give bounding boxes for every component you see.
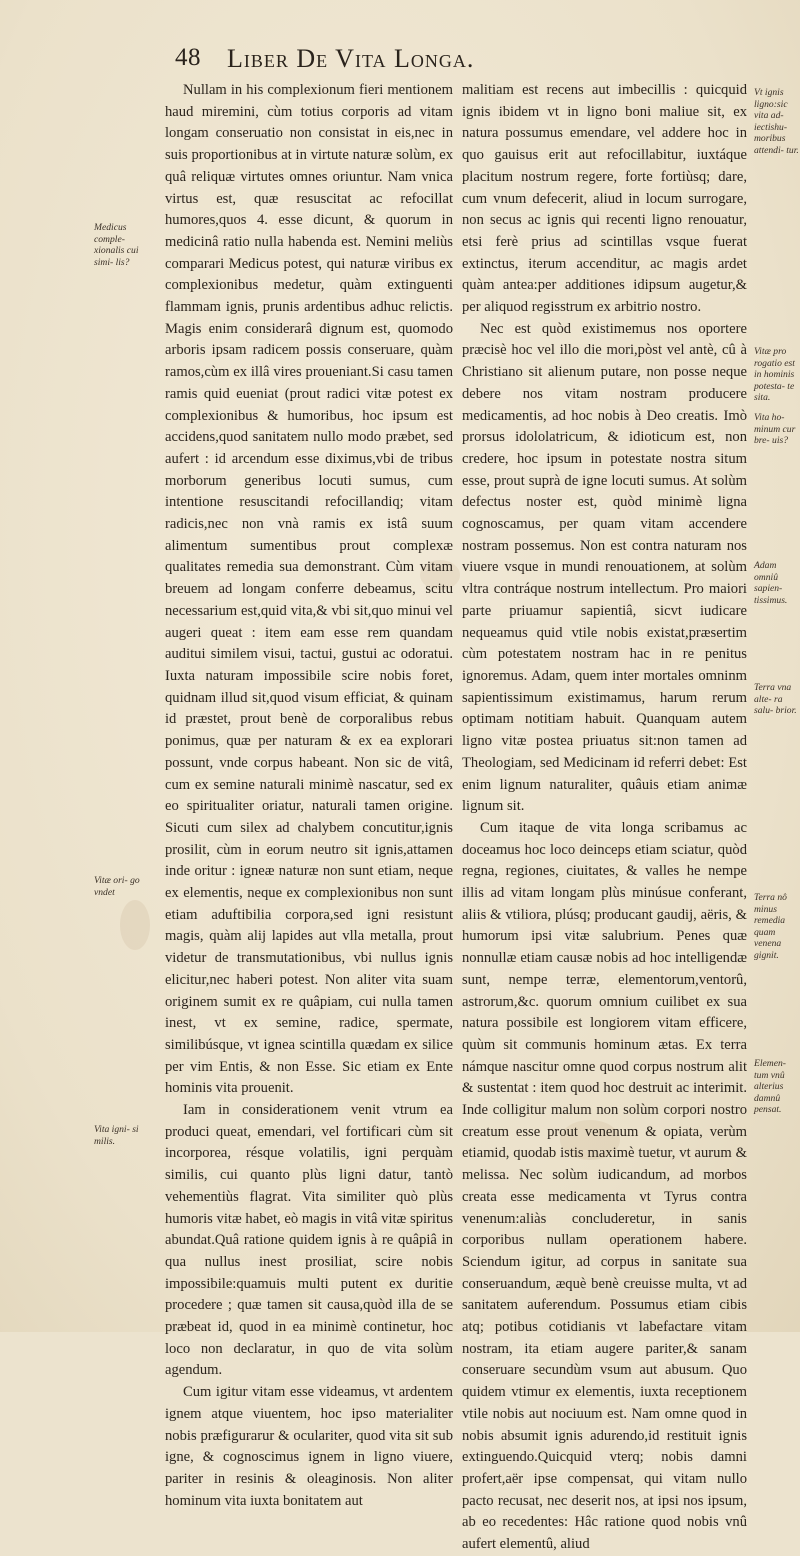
paragraph: Iam in considerationem venit vtrum ea produci queat, emendari, vel fortificari cùm sit incorporea, résque volatilis, igni perquàm similis, cui quanto plùs ligni datur, tantò vehementiùs flagrat. Vita similiter quò plùs humoris vitæ habet, eò magis in vitâ vitæ spiritus abundat.Quâ ratione quidem ignis à re quâpiâ in qua nullus inest prosiliat, scire nobis impossibile:quamuis multi putent ex duritie procedere ; quæ tamen sit causa,quòd illa de se præbeat id, quod in ea minimè continetur, hoc loco non declaratur, in quo de vita solùm agendum. (165, 1102, 453, 1379)
paragraph: Nec est quòd existimemus nos oportere præcisè hoc vel illo die mori,pòst vel antè, cû à Christiano sit alienum putare, non posse neque debere nos vitam nostram producere medicamentis, ad hoc nobis à Deo creatis. Imò prorsus idololatricum, & idioticum est, non credere, hoc ipsum in potestate nostra situm esse, prout suprà de igne locuti sumus. At solùm defectus noster est, quòd minimè ligna cognoscamus, per quam vitam accendere nostram possemus. Non est contra naturam nos viuere vsque in mundi renouationem, at solùm vltra contráque nostrum intellectum. Pro maiori parte priuamur sapientiâ, sicvt iudicare nequeamus quid vtile nobis existat,præsertim cùm potestatem nostram hac in re penitus ignoremus. Adam, quem inter mortales omninm sapientissimum existimamus, harum rerum optimam notitiam habuit. Quanquam autem ligno vitæ postea priuatus sit:non tamen ad Theologiam, sed Medicinam id referri debet: Est enim lignum naturaliter, quâuis etiam animæ lignum sit. (462, 320, 747, 815)
paragraph: Cum igitur vitam esse videamus, vt ardentem ignem atque viuentem, hoc ipso materialiter nobis præfigurarur & oculariter, quod vita sit sub igne, & cognoscimus ignem in ligno viuere, pariter in resinis & oleaginosis. Non aliter hominum vita iuxta bonitatem aut (165, 1384, 453, 1509)
page-header (175, 44, 765, 80)
paragraph: malitiam est recens aut imbecillis : quicquid ignis ibidem vt in ligno boni maliue sit, ex natura possumus emendare, vel addere hoc in quo gauisus erit aut refocillabitur, iuxtáque placitum nostrum regere, forte fortiùsq; dare, cum vnum defecerit, aliud in locum surrogare, non secus ac ignis qui recenti ligno renouatur, etsi ferè prius ad scintillas vsque fuerat extinctus, iterum accenditur, ac magis ardet quàm antea:per additiones idipsum augetur,& per aliquod regisstrum ex arbitrio nostro. (462, 82, 747, 316)
marginal-note: Vita igni- si milis. (94, 1124, 139, 1147)
page-number: 48 (175, 44, 201, 71)
marginal-note: Terra nô minus remedia quam venena gignit. (754, 892, 787, 961)
marginal-note: Medicus comple- xionalis cui simi- lis? (94, 222, 139, 268)
marginal-note: Vitæ pro rogatio est in hominis potesta- te sita. (754, 346, 795, 403)
paragraph: Cum itaque de vita longa scribamus ac doceamus hoc loco deinceps etiam sciatur, quòd regna, regiones, ciuitates, & valles he nempe illis ad vitam longam plùs minúsue conferant, aliis & vtiliora, plúsq; producant gaudij, aëris, & humorum ipsi vitæ salubrium. Penes quæ nonnullæ etiam causæ nobis ad hoc intelligendæ sunt, nempe terræ, elementorum,ventorû, astrorum,&c. quorum omnium cuilibet ex sua natura possibile est longiorem vitam efficere, quùm sit communis hominum ætas. Ex terra námque nascitur omne quod corpus nostrum alit & sustentat : item quod hoc destruit ac interimit. Inde colligitur malum non solùm corpori nostro creatum esse prout venenum & opiata, verùm etiamid, quodab istis maximè tuetur, vt aurum & melissa. Nec solùm iudicandum, ad morbos creata esse medicamenta vt Tyrus contra venenum:aliàs concluderetur, in sanis corporibus nullam operationem habere. Sciendum igitur, ad corpus in sanitate sua conseruandum, æquè benè creuisse multa, vt ad sanitatem auferendum. Possumus etiam cibis atq; potibus cotidianis vt labefactare vitam nostram, ita etiam augere pariter,& sanam conseruare secundùm vsum aut abusum. Quo quidem vtimur ex elementis, iuxta receptionem vtile nobis aut nociuum est. Nam omne quod in nobis absumit ignis adurendo,id restituit ignis extinguendo.Quicquid vterq; nobis damni profert,aër ipse compensat, qui vitam nullo pacto recusat, nec deserit nos, at ipsi nos ipsum, ab eo recedentes: Hâc ratione quod nobis vnû aufert elementû, aliud (462, 819, 747, 1553)
marginal-note: Elemen- tum vnû alterius damnû pensat. (754, 1058, 786, 1115)
marginal-note: Vita ho- minum cur bre- uis? (754, 412, 796, 446)
right-text-column (462, 80, 747, 1556)
paragraph: Nullam in his complexionum fieri mentionem haud miremini, cùm totius corporis ad vitam longam conseruatio non consistat in eis,nec in suis proportionibus at in virtute naturæ solùm, ex quâ reliquæ virtutes omnes oriuntur. Nam vnica virtus est, quæ resuscitat ac refocillat humores,quos 4. esse dicunt, & quorum in medicinâ ratio nulla habenda est. Nemini meliùs comparari Medicus potest, qui naturæ viribus ex complexionibus medetur, quàm extinguenti flammam ignis, prunis ardentibus adhuc relictis. Magis enim considerarâ dignum est, quomodo arboris ipsam radicem possis conseruare, quàm ramos,cùm ex illâ vires proueniant.Si casu tamen ramis quid eueniat (prout radici vitæ potest ex complexionibus & humoribus, hoc ipsum est accidens,quod sanitatem nullo modo præbet, sed aufert : id arcendum esse diximus,vbi de tribus morborum generibus locuti sumus, cum intentione resuscitandi refocillandiq; vitam radicis,nec non vnà ramis ex istâ suum alimentum sumentibus prout complexæ qualitates remedia sua demonstrant. Cùm vitam breuem ad longam conferre debeamus, scitu necessarium est,quid vita,& vbi sit,quo minui vel augeri queat : item eam esse rem quandam auditui similem visui, tactui, gustui ac odoratui. Iuxta naturam impossibile scire nobis foret, quidnam illud sit,quod visum efficiat, & quinam id præstet, prout benè de corporalibus rebus ponimus, quæ per naturam & ex ea explorari possunt, vnde corpus habeant. Non sic de vitâ, cum ex semine naturali minimè nascatur, sed ex eo spiritualiter oriatur, naturali tamen origine. Sicuti cum silex ad chalybem concutitur,ignis prosilit, cùm in eorum neutro sit ignis,attamen inde oritur : igneæ naturæ non sunt etiam, neque ex elementis, neque ex complexionibus non sunt etiam aduftibilia corpora,sed igni resistunt magis, quàm alij lapides aut vlla metalla, prout videtur de transmutationibus, vbi nullus ignis elicitur,nec haberi potest. Non aliter vita suam originem sumit ex re quâpiam, cui nulla tamen inest, vt ex semine, radice, spermate, similibúsque, vt ignea scintilla quædam ex silice per vim Entis, & non Esse. Sic etiam ex Ente hominis vita prouenit. (165, 82, 453, 1097)
left-text-column (165, 80, 453, 1512)
marginal-note: Vt ignis ligno:sic vita ad- iectishu- moribus attendi- tur. (754, 87, 799, 156)
marginal-note: Terra vna alte- ra salu- brior. (754, 682, 797, 716)
paper-stain (120, 900, 150, 950)
marginal-note: Adam omniû sapien- tissimus. (754, 560, 788, 606)
marginal-note: Vitæ ori- go vndet (94, 875, 140, 898)
running-title: Liber De Vita Longa. (227, 44, 475, 73)
